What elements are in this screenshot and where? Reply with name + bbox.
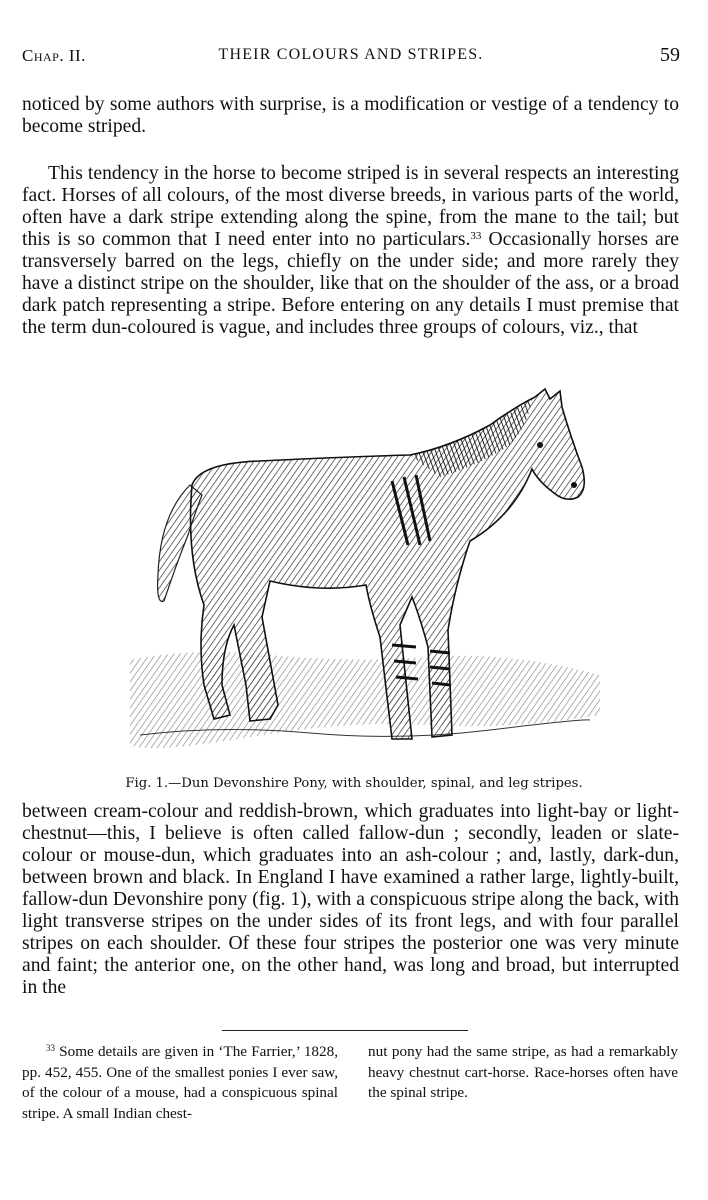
chapter-label: Chap. II. <box>22 46 86 65</box>
footnote-right-column: nut pony had the same stripe, as had a remarkably heavy chestnut cart-horse. Race-horses often have the spinal stripe. <box>368 1043 678 1101</box>
page-number: 59 <box>660 44 680 66</box>
paragraph-3: between cream-colour and reddish-brown, which graduates into light-bay or light-chestnut—this, I believe is often called fallow-dun ; secondly, leaden or slate-colour or mouse-dun, which graduates into an ash-colour ; and, lastly, dark-dun, between brown and black. In England I have examined a rather large, lightly-built, fallow-dun Devonshire pony (fig. 1), with a conspicuous stripe along the back, with light transverse stripes on the under sides of its front legs, and with four parallel stripes on each shoulder. Of these four stripes the posterior one was very minute and faint; the anterior one, on the other hand, was long and broad, but interrupted in the <box>22 801 679 998</box>
dun-pony-engraving <box>130 385 600 765</box>
horse-illustration <box>130 385 600 765</box>
paragraph-2-part-b: Occasionally horses are transversely barred on the legs, chiefly on the under side; and more rarely they have a distinct stripe on the shoulder, like that on the shoulder of the ass, or a broad dark patch representing a stripe. Before entering on any details I must premise that the term dun-coloured is vague, and includes three groups of colours, viz., that <box>22 229 679 338</box>
footnote-left-text: Some details are given in ‘The Farrier,’ 1828, pp. 452, 455. One of the smallest ponies I ever saw, of the colour of a mouse, had a conspicuous spinal stripe. A small Indian chest- <box>22 1043 338 1122</box>
footnote-divider <box>222 1030 468 1031</box>
footnote-reference: 33 <box>470 230 482 242</box>
footnote-marker: 33 <box>46 1043 55 1053</box>
paragraph-1: noticed by some authors with surprise, is a modification or vestige of a tendency to become striped. <box>22 94 679 137</box>
paragraph-2-part-a: This tendency in the horse to become striped is in several respects an interesting fact. Horses of all colours, of the most diverse breeds, in various parts of the world, often have a dark stripe extending along the spine, from the mane to the tail; but this is so common that I need enter into no particulars. <box>22 163 679 250</box>
running-header <box>22 46 680 74</box>
paragraph-2 <box>22 163 679 339</box>
footnote-left-column <box>22 1042 338 1124</box>
figure-caption: Fig. 1.—Dun Devonshire Pony, with shoulder, spinal, and leg stripes. <box>125 776 583 791</box>
running-title: THEIR COLOURS AND STRIPES. <box>218 46 484 63</box>
